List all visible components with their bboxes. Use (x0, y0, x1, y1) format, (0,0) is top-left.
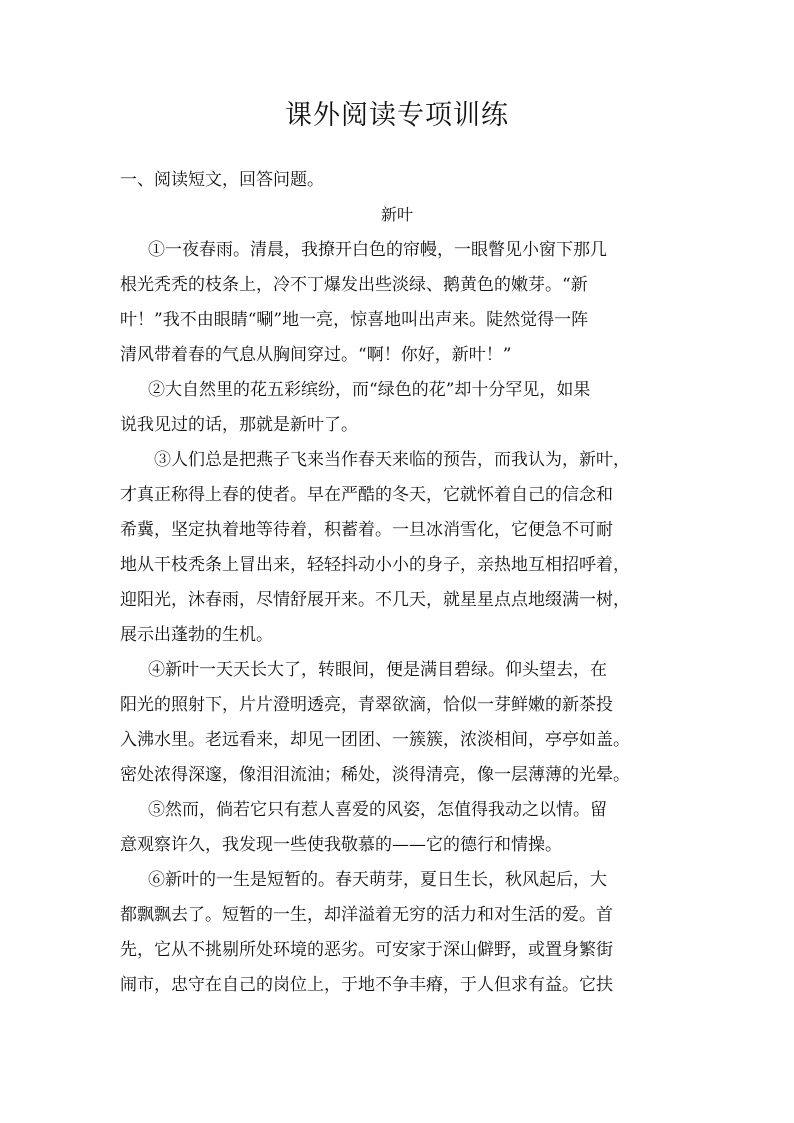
paragraph-2 (120, 373, 680, 443)
text-line: 迎阳光，沐春雨，尽情舒展开来。不几天，就星星点点地缀满一树， (120, 590, 630, 610)
text-line: 说我见过的话，那就是新叶了。 (120, 415, 358, 435)
text-line: 闹市，忠守在自己的岗位上，于地不争丰瘠，于人但求有益。它扶 (120, 975, 613, 995)
text-line: 展示出蓬勃的生机。 (120, 625, 273, 645)
text-line: ④新叶一天天长大了，转眼间，便是满目碧绿。仰头望去，在 (148, 660, 607, 680)
paragraph-1 (120, 233, 680, 373)
text-line: ①一夜春雨。清晨，我撩开白色的帘幔，一眼瞥见小窗下那几 (148, 240, 607, 260)
paragraph-5 (120, 793, 680, 863)
text-line: 意观察许久，我发现一些使我敬慕的——它的德行和情操。 (120, 835, 562, 855)
text-line: 都飘飘去了。短暂的一生，却洋溢着无穷的活力和对生活的爱。首 (120, 905, 613, 925)
paragraph-4 (120, 653, 680, 793)
text-line: 叶！”我不由眼睛“唰”地一亮，惊喜地叫出声来。陡然觉得一阵 (120, 310, 589, 330)
text-line: 入沸水里。老远看来，却见一团团、一簇簇，浓淡相间，亭亭如盖。 (120, 730, 630, 750)
paragraph-6 (120, 863, 680, 1003)
text-line: 密处浓得深邃，像泪泪流油；稀处，淡得清亮，像一层薄薄的光晕。 (120, 765, 630, 785)
text-line: 才真正称得上春的使者。早在严酷的冬天，它就怀着自己的信念和 (120, 485, 613, 505)
page-title: 课外阅读专项训练 (285, 100, 509, 131)
text-line: 阳光的照射下，片片澄明透亮，青翠欲滴，恰似一芽鲜嫩的新茶投 (120, 695, 613, 715)
text-line: 希冀，坚定执着地等待着，积蓄着。一旦冰消雪化，它便急不可耐 (120, 520, 613, 540)
question-heading: 一、阅读短文，回答问题。 (120, 170, 324, 190)
paragraph-3 (120, 443, 680, 653)
article-body (120, 233, 680, 1003)
text-line: ⑤然而，倘若它只有惹人喜爱的风姿，怎值得我动之以情。留 (148, 800, 607, 820)
text-line: ②大自然里的花五彩缤纷，而“绿色的花”却十分罕见，如果 (148, 380, 591, 400)
text-line: ③人们总是把燕子飞来当作春天来临的预告，而我认为，新叶， (154, 450, 630, 470)
text-line: 地从干枝秃条上冒出来，轻轻抖动小小的身子，亲热地互相招呼着， (120, 555, 630, 575)
text-line: 清风带着春的气息从胸间穿过。“啊！你好，新叶！” (120, 345, 512, 365)
text-line: 根光秃秃的枝条上，冷不丁爆发出些淡绿、鹅黄色的嫩芽。“新 (120, 275, 588, 295)
article-title: 新叶 (380, 205, 413, 224)
text-line: ⑥新叶的一生是短暂的。春天萌芽，夏日生长，秋风起后，大 (148, 870, 607, 890)
text-line: 先，它从不挑剔所处环境的恶劣。可安家于深山僻野，或置身繁街 (120, 940, 613, 960)
